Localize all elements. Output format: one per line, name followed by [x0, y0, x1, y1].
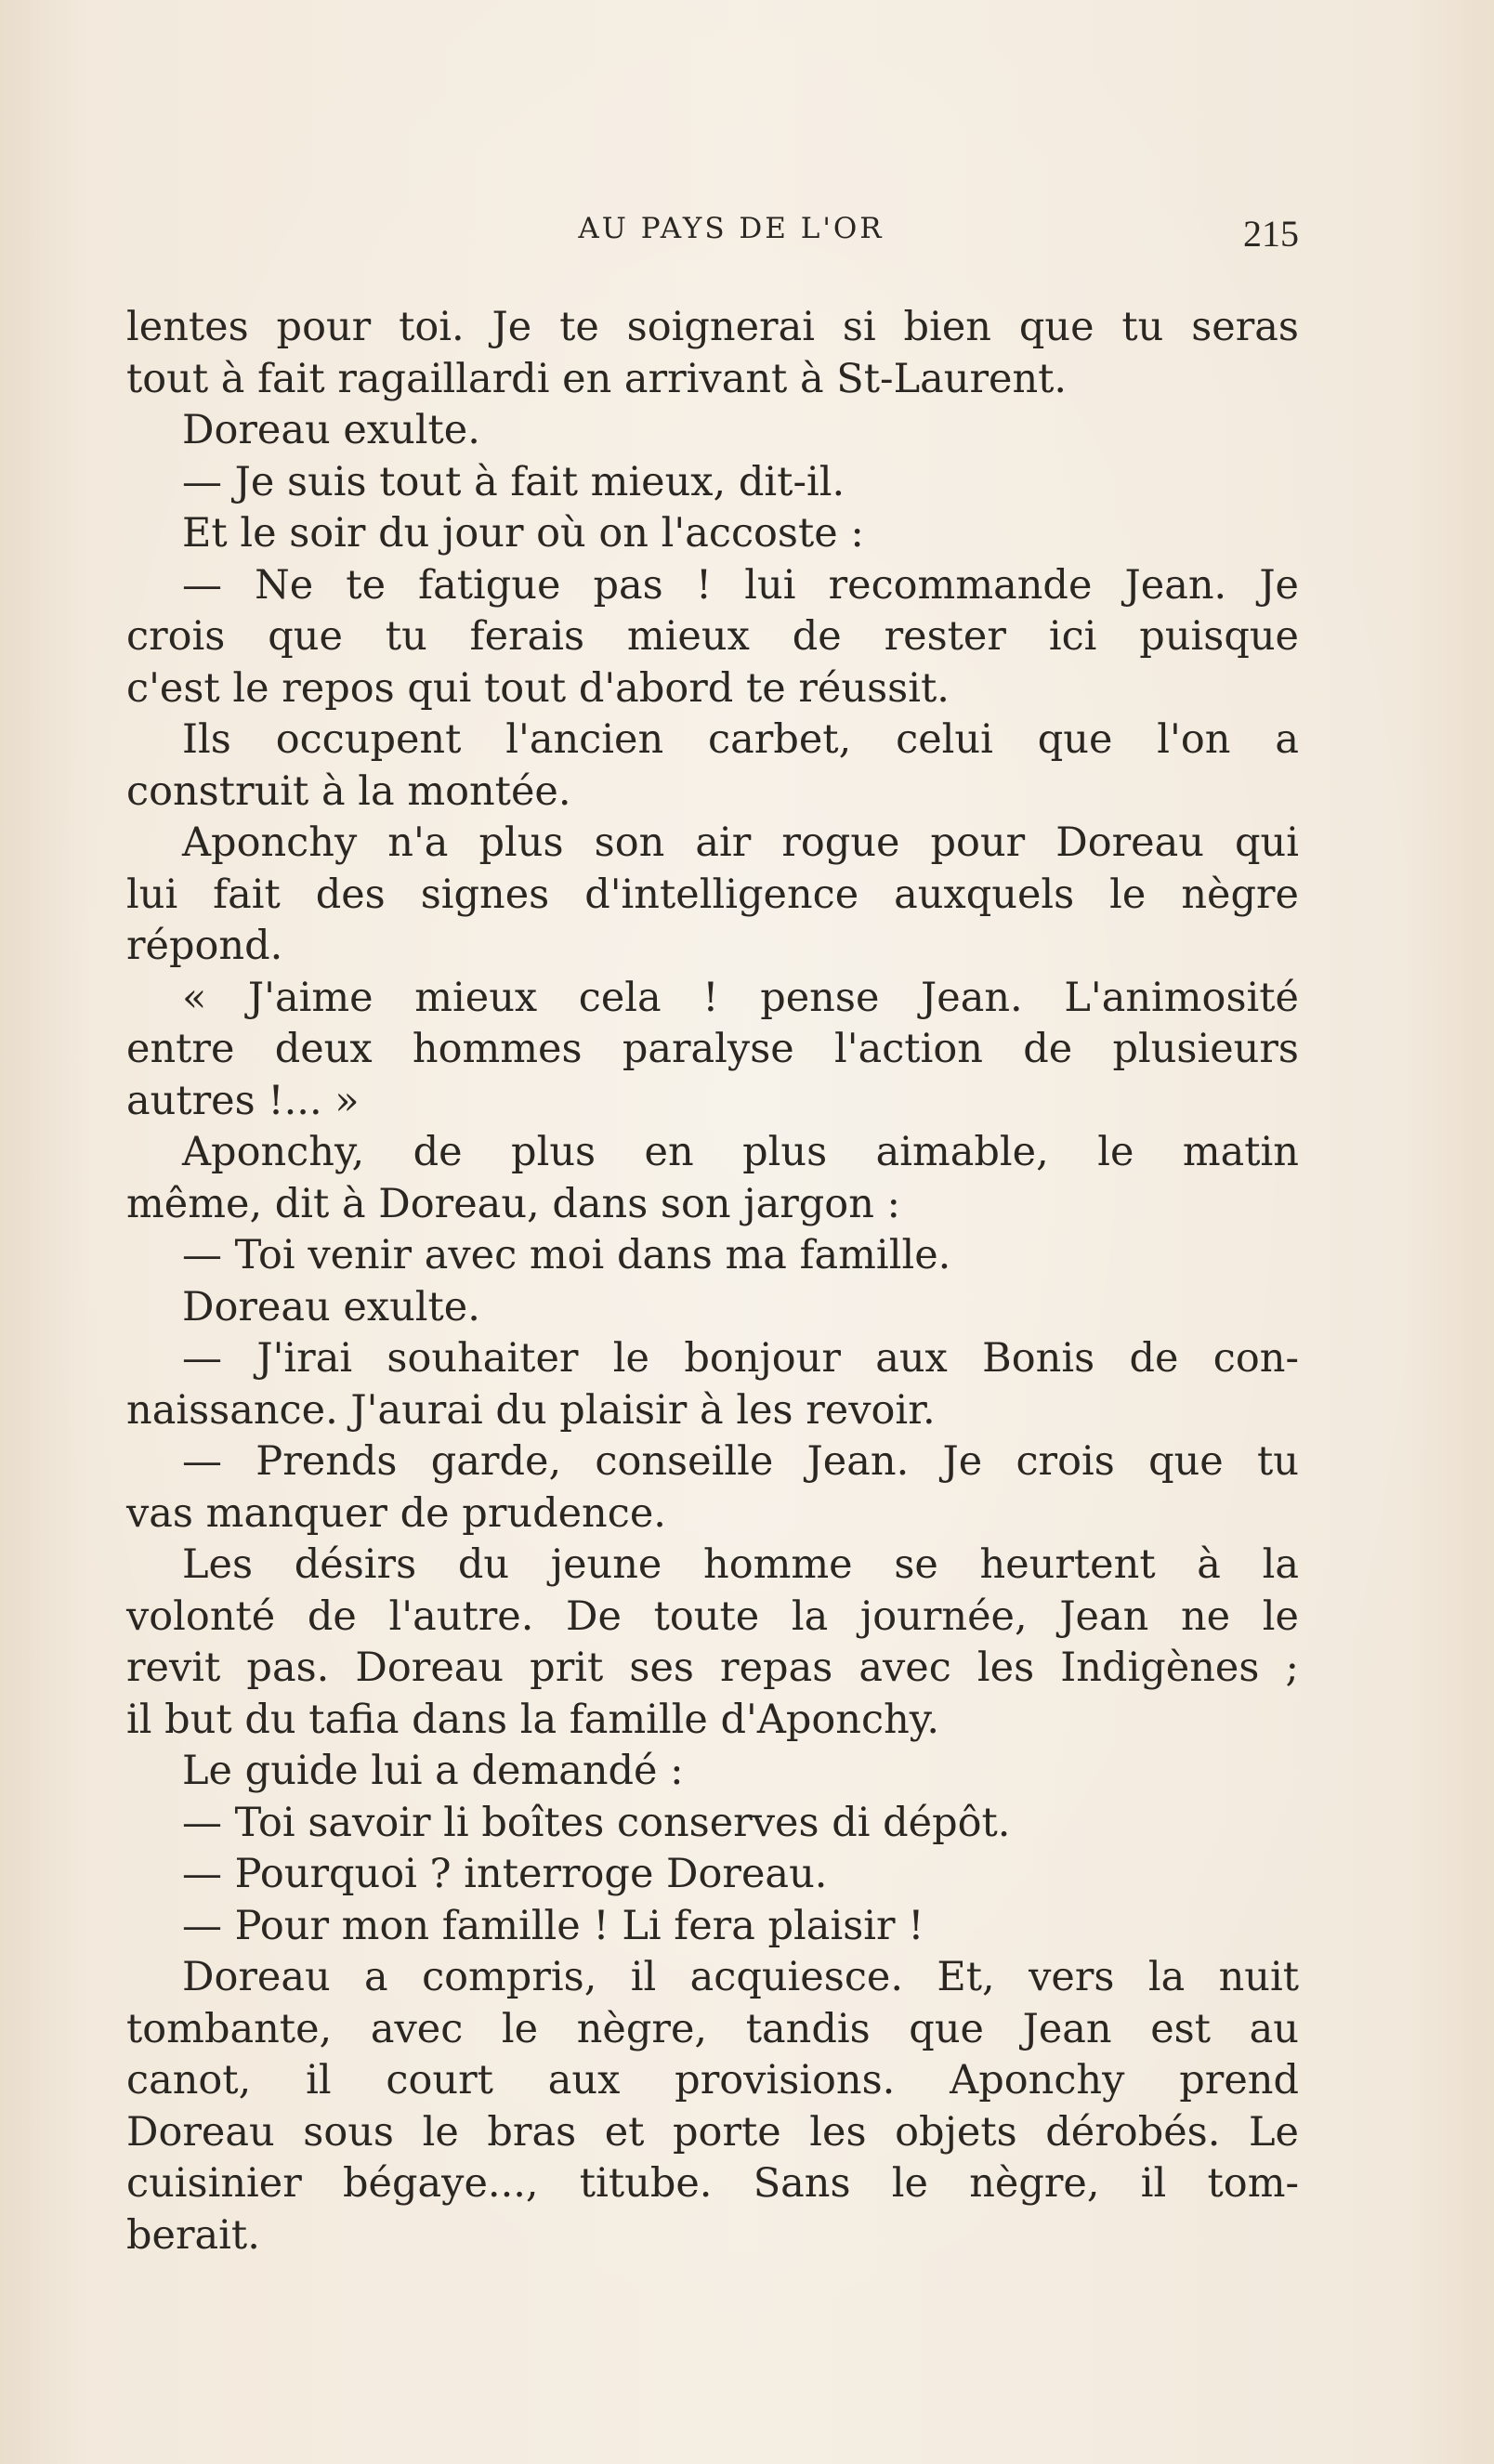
text-line: — Pour mon famille ! Li fera plaisir ! — [182, 1902, 924, 1949]
text-line: volonté de l'autre. De toute la journée, Jean ne le — [126, 1592, 1299, 1640]
text-line: Doreau exulte. — [182, 407, 480, 453]
text-line: crois que tu ferais mieux de rester ici puisque — [126, 613, 1299, 660]
text-line: autres !... » — [126, 1077, 360, 1124]
text-line: cuisinier bégaye..., titube. Sans le nègre, il tom- — [126, 2160, 1299, 2207]
text-line: Doreau sous le bras et porte les objets dérobés. Le — [126, 2108, 1299, 2156]
text-line: même, dit à Doreau, dans son jargon : — [126, 1180, 901, 1227]
body-text — [126, 302, 1299, 2261]
running-title: AU PAYS DE L'OR — [578, 212, 885, 245]
text-line: — Ne te fatigue pas ! lui recommande Jean. Je — [182, 561, 1299, 609]
text-line: — Pourquoi ? interroge Doreau. — [182, 1851, 828, 1897]
text-line: Ils occupent l'ancien carbet, celui que l'on a — [182, 716, 1299, 763]
text-line: lentes pour toi. Je te soignerai si bien que tu seras — [126, 304, 1299, 350]
text-line: Doreau a compris, il acquiesce. Et, vers la nuit — [182, 1954, 1299, 2000]
text-line: « J'aime mieux cela ! pense Jean. L'animosité — [182, 974, 1299, 1021]
text-line: il but du tafia dans la famille d'Aponchy. — [126, 1696, 940, 1743]
text-line: Aponchy, de plus en plus aimable, le matin — [182, 1129, 1299, 1175]
text-line: canot, il court aux provisions. Aponchy prend — [126, 2057, 1299, 2104]
text-line: Et le soir du jour où on l'accoste : — [182, 510, 864, 557]
text-line: tombante, avec le nègre, tandis que Jean est au — [126, 2005, 1299, 2052]
text-line: c'est le repos qui tout d'abord te réussit. — [126, 664, 950, 712]
text-line: — Toi savoir li boîtes conserves di dépôt. — [182, 1799, 1011, 1846]
text-line: — Je suis tout à fait mieux, dit-il. — [182, 458, 845, 505]
text-line: construit à la montée. — [126, 767, 571, 815]
text-line: Le guide lui a demandé : — [182, 1748, 684, 1794]
page-header — [126, 212, 1299, 258]
page-number: 215 — [1243, 213, 1299, 255]
text-line: Les désirs du jeune homme se heurtent à la — [182, 1541, 1299, 1588]
text-line: revit pas. Doreau prit ses repas avec les Indigènes ; — [126, 1645, 1299, 1691]
text-line: — Toi venir avec moi dans ma famille. — [182, 1232, 951, 1278]
text-line: — Prends garde, conseille Jean. Je crois que tu — [182, 1438, 1299, 1485]
text-line: lui fait des signes d'intelligence auxquels le nègre — [126, 871, 1299, 918]
text-line: répond. — [126, 923, 283, 969]
text-line: berait. — [126, 2211, 260, 2259]
text-line: — J'irai souhaiter le bonjour aux Bonis de con- — [182, 1335, 1299, 1382]
text-line: tout à fait ragaillardi en arrivant à St-Laurent. — [126, 355, 1068, 402]
text-line: naissance. J'aurai du plaisir à les revoir. — [126, 1386, 936, 1434]
text-line: entre deux hommes paralyse l'action de plusieurs — [126, 1026, 1299, 1072]
text-line: vas manquer de prudence. — [126, 1489, 666, 1537]
text-line: Doreau exulte. — [182, 1283, 480, 1330]
text-line: Aponchy n'a plus son air rogue pour Doreau qui — [182, 819, 1299, 866]
